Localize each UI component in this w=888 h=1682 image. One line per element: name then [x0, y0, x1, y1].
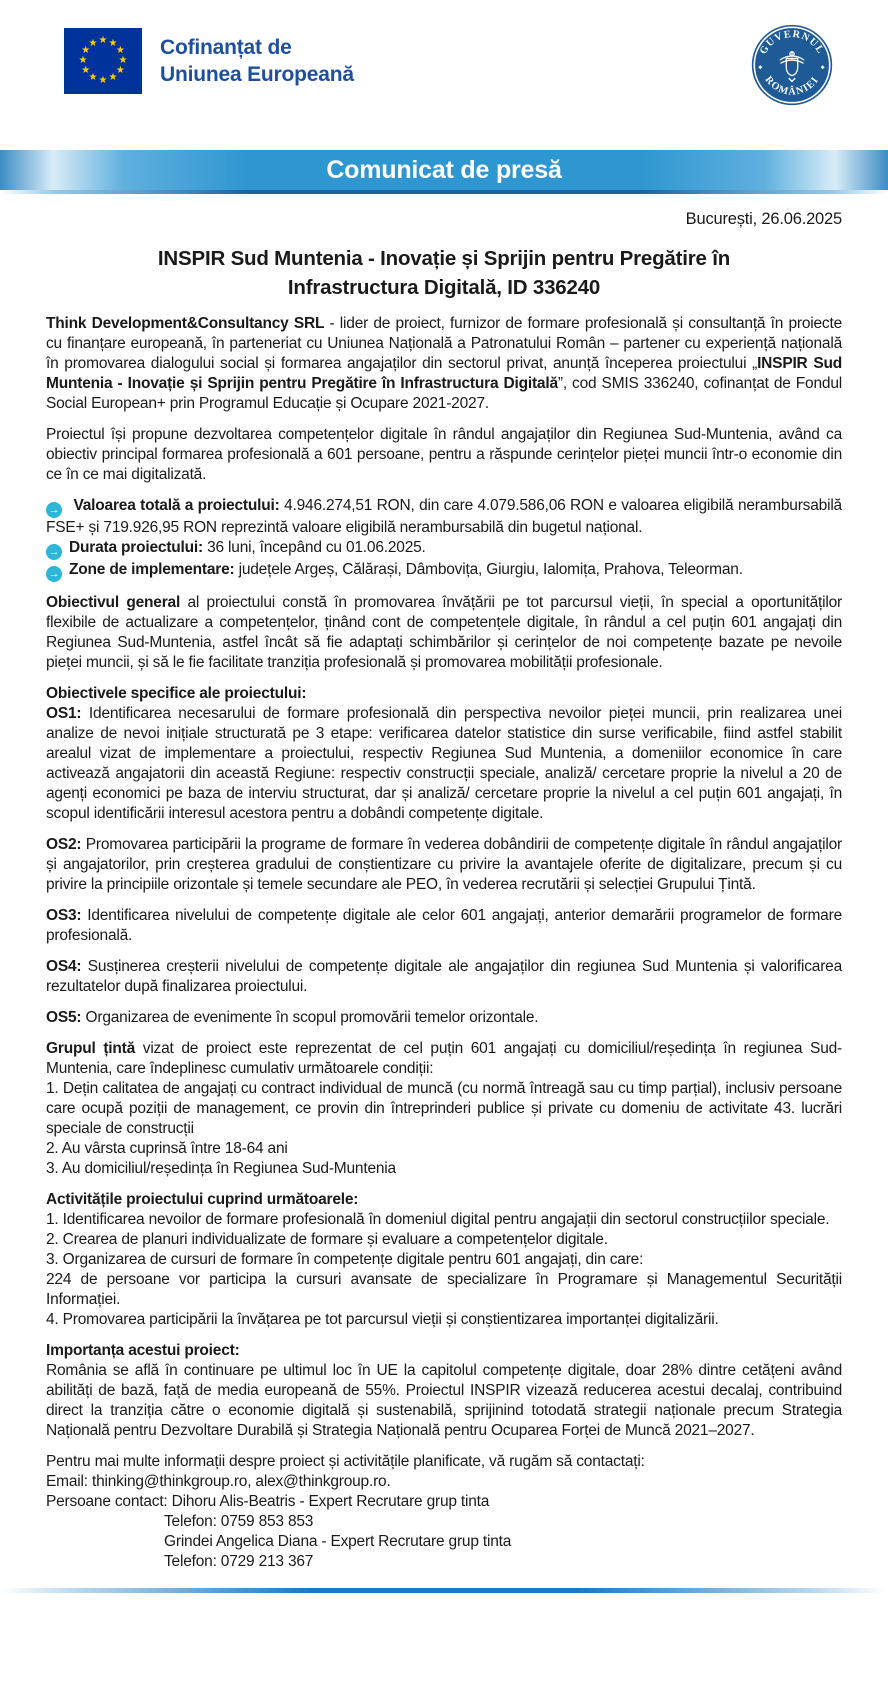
page-title-line2: Infrastructura Digitală, ID 336240	[287, 276, 601, 299]
eu-star-icon: ★	[81, 65, 91, 76]
bold-text-run: Zone de implementare:	[69, 561, 235, 578]
paragraph-gap	[46, 997, 842, 1008]
eu-star-icon: ★	[108, 72, 118, 84]
paragraph-gap	[46, 895, 842, 906]
date-location: București, 26.06.2025	[685, 210, 842, 228]
activity-4	[46, 1310, 842, 1330]
page-title-line1: INSPIR Sud Muntenia - Inovație și Sprijin pentru Pregătire în	[157, 247, 731, 270]
text-run: Telefon: 0759 853 853	[164, 1513, 314, 1530]
eu-cofunding-logo	[64, 28, 354, 94]
arrow-bullet-icon: →	[46, 502, 62, 518]
text-run: Persoane contact: Dihoru Alis-Beatris - Expert Recrutare grup tinta	[46, 1493, 490, 1510]
text-run: Email: thinking@thinkgroup.ro, alex@thinkgroup.ro.	[46, 1473, 391, 1490]
text-run: - lider de proiect, furnizor de formare profesională și consultanță în proiecte cu finanțare europeană, în parteneriat cu Uniunea Națională a Patronatului Român – partener cu experiență națională în promovarea dialogului social și formarea angajaților din sectorul privat, anunță începerea proiectului „	[46, 315, 843, 372]
banner-bottom-edge	[0, 190, 888, 194]
bullet-implementation-zones	[46, 560, 842, 582]
document-body	[46, 314, 842, 1572]
bold-text-run: OS3:	[46, 907, 82, 924]
gov-logo-separator-left: ◆	[758, 65, 763, 71]
text-run: 224 de persoane vor participa la cursuri avansate de specializare în Programare și Managementul Securității Informației.	[46, 1271, 842, 1308]
contact-phone-1	[46, 1512, 842, 1532]
text-run: Identificarea necesarului de formare profesională din perspectiva nevoilor pieței muncii, prin realizarea unei analize de nevoi inițiale structurată pe 3 etape: verificarea datelor statistice din surse verificabile, fiind astfel stabilit arealul vizat de implementare a proiectului, respectiv Regiunea Sud Muntenia, a domeniilor economice în care activează angajatorii din această Regiune: respectiv construcții speciale, analiză/ cercetare proprie la nivelul a 20 de agenți economici pe baza de interviu structurat, dar și analiză/ cercetare proprie la nivelul a cel puțin 601 angajați, în scopul identificării interesul acestora pentru a dobândi competențe digitale.	[46, 705, 842, 822]
target-group-paragraph	[46, 1039, 842, 1079]
objective-os5	[46, 1008, 842, 1028]
text-run: 2. Crearea de planuri individualizate de formare și evaluare a competențelor digitale.	[46, 1231, 608, 1248]
text-run: ”, cod SMIS 336240, cofinanțat de Fondul Social European+ prin Programul Educație și Ocupare 2021-2027.	[46, 375, 842, 412]
footer-divider	[2, 1588, 886, 1593]
banner-title: Comunicat de presă	[326, 155, 562, 184]
target-group-condition-3	[46, 1159, 842, 1179]
page-title	[46, 244, 842, 302]
eu-star-icon: ★	[78, 55, 88, 66]
gov-logo-top-text: GUVERNUL	[757, 28, 827, 57]
bold-text-run: OS2:	[46, 836, 82, 853]
text-run: 2. Au vârsta cuprinsă între 18-64 ani	[46, 1140, 288, 1157]
importance-paragraph	[46, 1361, 842, 1441]
importance-heading	[46, 1341, 842, 1361]
paragraph-gap	[46, 946, 842, 957]
bold-text-run: Valoarea totală a proiectului:	[69, 497, 280, 514]
bold-text-run: OS1:	[46, 705, 82, 722]
bold-text-run: INSPIR Sud Muntenia - Inovație și Sprijin pentru Pregătire în Infrastructura Digitală	[46, 355, 843, 392]
bullet-duration	[46, 538, 842, 560]
arrow-bullet-icon: →	[46, 566, 62, 582]
text-run: Susținerea creșterii nivelului de competențe digitale ale angajaților din regiunea Sud Muntenia și valorificarea rezultatelor după finalizarea proiectului.	[46, 958, 842, 995]
text-run: 36 luni, începând cu 01.06.2025.	[203, 539, 426, 556]
contact-intro	[46, 1452, 842, 1472]
text-run: Grindei Angelica Diana - Expert Recrutare grup tinta	[164, 1533, 512, 1550]
header	[0, 0, 888, 124]
text-run: 4.946.274,51 RON, din care 4.079.586,06 RON e valoarea eligibilă nerambursabilă FSE+ și 719.926,95 RON reprezintă valoare eligibilă nerambursabilă din bugetul național.	[46, 497, 842, 536]
text-run: Organizarea de evenimente în scopul promovării temelor orizontale.	[81, 1009, 539, 1026]
eu-star-icon: ★	[115, 65, 125, 76]
contact-person-1	[46, 1492, 842, 1512]
text-run: România se află în continuare pe ultimul loc în UE la capitolul competențe digitale, doar 28% dintre cetățeni având abilități de bază, față de media europeană de 55%. Proiectul INSPIR vizează reducerea acestui decalaj, contribuind direct la tranziția către o economie digitală și sustenabilă, sprijinind totodată strategii naționale precum Strategia Națională pentru Dezvoltare Durabilă și Strategia Națională pentru Ocuparea Forței de Muncă 2021–2027.	[46, 1362, 842, 1439]
contact-email	[46, 1472, 842, 1492]
bold-text-run: Think Development&Consultancy SRL	[46, 315, 325, 332]
objective-os3	[46, 906, 842, 946]
specific-objectives-heading	[46, 684, 842, 704]
project-purpose-paragraph	[46, 425, 842, 485]
bold-text-run: Durata proiectului:	[69, 539, 203, 556]
objective-os1	[46, 704, 842, 824]
eu-star-icon: ★	[98, 35, 108, 46]
objective-os4	[46, 957, 842, 997]
bold-text-run: Activitățile proiectului cuprind următoarele:	[46, 1191, 359, 1208]
content	[0, 210, 888, 1572]
text-run: Telefon: 0729 213 367	[164, 1553, 314, 1570]
arrow-bullet-icon: →	[46, 544, 62, 560]
activities-heading	[46, 1190, 842, 1210]
paragraph-gap	[46, 582, 842, 593]
bold-text-run: Grupul țintă	[46, 1040, 136, 1057]
contact-person-2	[46, 1532, 842, 1552]
text-run: 1. Dețin calitatea de angajați cu contract individual de muncă (cu normă întreagă sau cu timp parțial), inclusiv persoane care ocupă poziții de management, ce provin din întreprinderi publice și private cu domeniu de activitate 43. lucrări speciale de construcții	[46, 1080, 842, 1137]
paragraph-gap	[46, 485, 842, 496]
bullet-total-value	[46, 496, 842, 538]
eu-star-icon: ★	[98, 75, 108, 86]
press-release-banner	[0, 150, 888, 190]
target-group-condition-1	[46, 1079, 842, 1139]
bold-text-run: Obiectivul general	[46, 594, 181, 611]
general-objective-paragraph	[46, 593, 842, 673]
paragraph-gap	[46, 1441, 842, 1452]
activity-2	[46, 1230, 842, 1250]
text-run: Proiectul își propune dezvoltarea competențelor digitale în rândul angajaților din Regiunea Sud-Muntenia, având ca obiectiv principal formarea profesională a 601 persoane, pentru a răspunde cerințelor pieței muncii într-o economie din ce în ce mai digitalizată.	[46, 426, 842, 483]
eu-cofunding-line1: Cofinanțat de	[160, 36, 292, 59]
text-run: Identificarea nivelului de competențe digitale ale celor 601 angajați, anterior demarării programelor de formare profesională.	[46, 907, 842, 944]
eu-star-icon: ★	[115, 45, 125, 56]
paragraph-gap	[46, 1179, 842, 1190]
eu-star-icon: ★	[81, 45, 91, 56]
eu-flag-icon	[64, 28, 142, 94]
target-group-condition-2	[46, 1139, 842, 1159]
eu-cofunding-label	[160, 34, 354, 88]
text-run: Pentru mai multe informații despre proiect și activitățile planificate, vă rugăm să contactați:	[46, 1453, 645, 1470]
gov-logo-bottom-text: ROMÂNIEI	[762, 74, 822, 98]
text-run: 4. Promovarea participării la învățarea pe tot parcursul vieții și conștientizarea importanței digitalizării.	[46, 1311, 719, 1328]
paragraph-gap	[46, 673, 842, 684]
eu-star-icon: ★	[108, 37, 118, 49]
eu-cofunding-line2: Uniunea Europeană	[160, 63, 354, 86]
text-run: 3. Organizarea de cursuri de formare în competențe digitale pentru 601 angajați, din care:	[46, 1251, 644, 1268]
paragraph-gap	[46, 414, 842, 425]
eu-star-icon: ★	[88, 37, 98, 49]
text-run: 3. Au domiciliul/reședința în Regiunea Sud-Muntenia	[46, 1160, 396, 1177]
eu-star-icon: ★	[118, 55, 128, 66]
paragraph-gap	[46, 824, 842, 835]
activity-3	[46, 1250, 842, 1270]
bold-text-run: Importanța acestui proiect:	[46, 1342, 240, 1359]
banner-wrap	[0, 150, 888, 194]
activity-3-detail	[46, 1270, 842, 1310]
romanian-government-logo	[751, 24, 833, 106]
text-run: al proiectului constă în promovarea învățării pe tot parcursul vieții, în special a oportunităților flexibile de actualizare a competențelor, ținând cont de competențele digitale, în rândul a cel puțin 601 angajați din Regiunea Sud-Muntenia, astfel încât să fie adaptați schimbărilor și cerințelor de noi competențe bazate pe nevoile pieței muncii, și să le fie facilitate tranziția profesională și promovarea mobilității profesionale.	[46, 594, 843, 671]
text-run: județele Argeș, Călărași, Dâmbovița, Giurgiu, Ialomița, Prahova, Teleorman.	[234, 561, 743, 578]
contact-phone-2	[46, 1552, 842, 1572]
bold-text-run: OS4:	[46, 958, 82, 975]
bold-text-run: OS5:	[46, 1009, 82, 1026]
paragraph-gap	[46, 1028, 842, 1039]
gov-logo-separator-right: ◆	[820, 65, 825, 71]
objective-os2	[46, 835, 842, 895]
text-run: Promovarea participării la programe de formare în vederea dobândirii de competențe digitale în rândul angajaților și angajatorilor, prin creșterea gradului de conștientizare cu privire la avantajele oferite de digitalizare, precum și cu privire la principiile orizontale și temele secundare ale PEO, în vederea recrutării și selecției Grupului Țintă.	[46, 836, 842, 893]
bold-text-run: Obiectivele specifice ale proiectului:	[46, 685, 307, 702]
paragraph-gap	[46, 1330, 842, 1341]
government-seal-icon	[751, 24, 833, 106]
text-run: vizat de proiect este reprezentat de cel puțin 601 angajați cu domiciliul/reședința în regiunea Sud-Muntenia, care îndeplinesc cumulativ următoarele condiții:	[46, 1040, 842, 1077]
activity-1	[46, 1210, 842, 1230]
eu-star-icon: ★	[88, 72, 98, 84]
intro-paragraph	[46, 314, 842, 414]
text-run: 1. Identificarea nevoilor de formare profesională în domeniul digital pentru angajații din sectorul construcțiilor speciale.	[46, 1211, 830, 1228]
